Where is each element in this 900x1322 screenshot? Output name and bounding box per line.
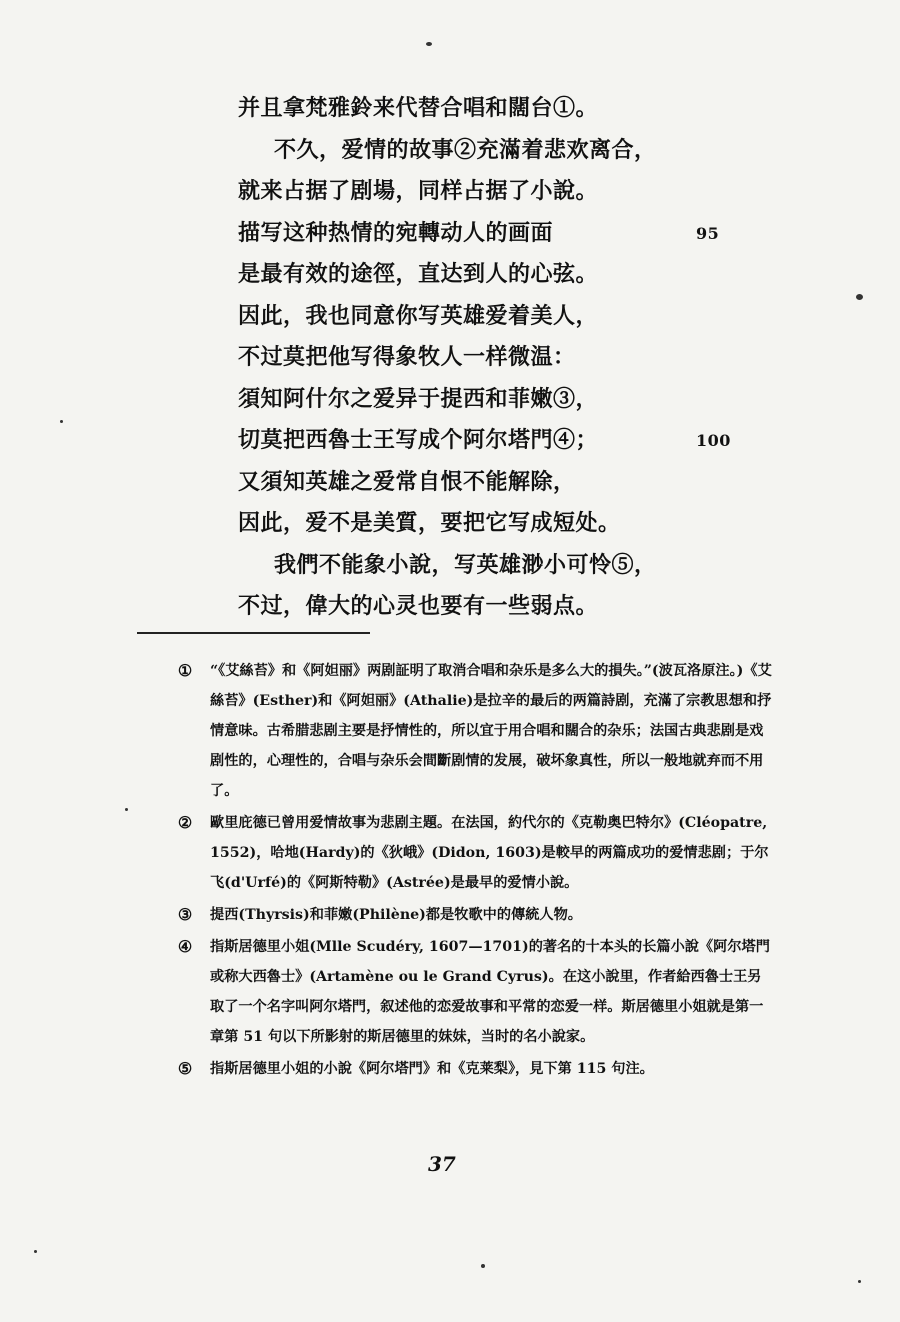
footnote [172,808,772,898]
verse-line: 須知阿什尔之爱异于提西和菲嫩③， [238,385,599,412]
footnote-mark: ③ [177,905,193,924]
footnote-text: 歐里庇德已曾用爱情故事为悲剧主題。在法国，約代尔的《克勒奥巴特尔》(Cléopatre, 1552)，哈地(Hardy)的《狄峨》(Didon, 1603)是較早的两篇成功的爱情悲剧；于尔飞(d'Urfé)的《阿斯特勒》(Astrée)是最早的爱情小說。 [210,815,769,891]
footnote-mark: ② [177,813,193,832]
scan-speck [60,420,63,423]
verse-line: 是最有效的途徑，直达到人的心弦。 [238,261,599,287]
scan-speck [481,1264,485,1268]
verse-line: 并且拿梵雅鈴来代替合唱和闊台①。 [238,95,599,121]
line-number: 95 [696,223,720,243]
footnotes [172,656,772,1086]
footnote [172,656,772,806]
scan-speck [856,294,863,300]
page-number: 37 [428,1152,456,1176]
footnote-text: 指斯居德里小姐的小說《阿尔塔門》和《克莱梨》，見下第 115 句注。 [210,1061,654,1077]
scan-speck [125,808,128,811]
verse-line: 不久，爱情的故事②充滿着悲欢离合， [274,136,657,163]
verse-line: 又須知英雄之爱常自恨不能解除， [238,468,576,495]
scan-speck [858,1280,861,1283]
verse-line: 切莫把西魯士王写成个阿尔塔門④； 100 [238,420,758,462]
footnote-mark: ⑤ [177,1059,193,1078]
verse-line: 因此，爱不是美質，要把它写成短处。 [238,510,621,536]
footnote [172,932,772,1052]
verse-line: 我們不能象小說，写英雄渺小可怜⑤， [274,551,657,578]
footnote [172,900,772,930]
line-number: 100 [696,431,731,450]
footnote-mark: ④ [177,937,193,956]
footnote-separator [137,632,370,634]
verse-line: 就来占据了剧場，同样占据了小說。 [238,178,599,204]
verse-line: 因此，我也同意你写英雄爱着美人， [238,302,599,329]
verse-line: 不过，偉大的心灵也要有一些弱点。 [238,593,599,619]
footnote-text: 指斯居德里小姐(Mlle Scudéry, 1607—1701)的著名的十本头的长篇小說《阿尔塔門或称大西魯士》(Artamène ou le Grand Cyrus)。在这小說里，作者給西魯士王另取了一个名字叫阿尔塔門，叙述他的恋爱故事和平常的恋爱一样。斯居德里小姐就是第一章第 51 句以下所影射的斯居德里的妹妹，当时的名小說家。 [210,939,770,1045]
verse-line: 描写这种热情的宛轉动人的画面 95 [238,213,758,255]
verse-block [238,88,758,628]
footnote-text: 提西(Thyrsis)和菲嫩(Philène)都是牧歌中的傳統人物。 [210,907,582,923]
footnote-mark: ① [177,661,193,680]
footnote [172,1054,772,1084]
footnote-text: “《艾絲苔》和《阿妲丽》两剧証明了取消合唱和杂乐是多么大的損失。”(波瓦洛原注。)《艾絲苔》(Esther)和《阿妲丽》(Athalie)是拉辛的最后的两篇詩剧，充滿了宗教思想和抒情意味。古希腊悲剧主要是抒情性的，所以宜于用合唱和闊合的杂乐；法国古典悲剧是戏剧性的，心理性的，合唱与杂乐会間斷剧情的发展，破坏象真性，所以一般地就弃而不用了。 [210,663,772,799]
scan-speck [426,42,432,46]
verse-line: 不过莫把他写得象牧人一样微温： [238,344,576,370]
scan-speck [34,1250,37,1253]
